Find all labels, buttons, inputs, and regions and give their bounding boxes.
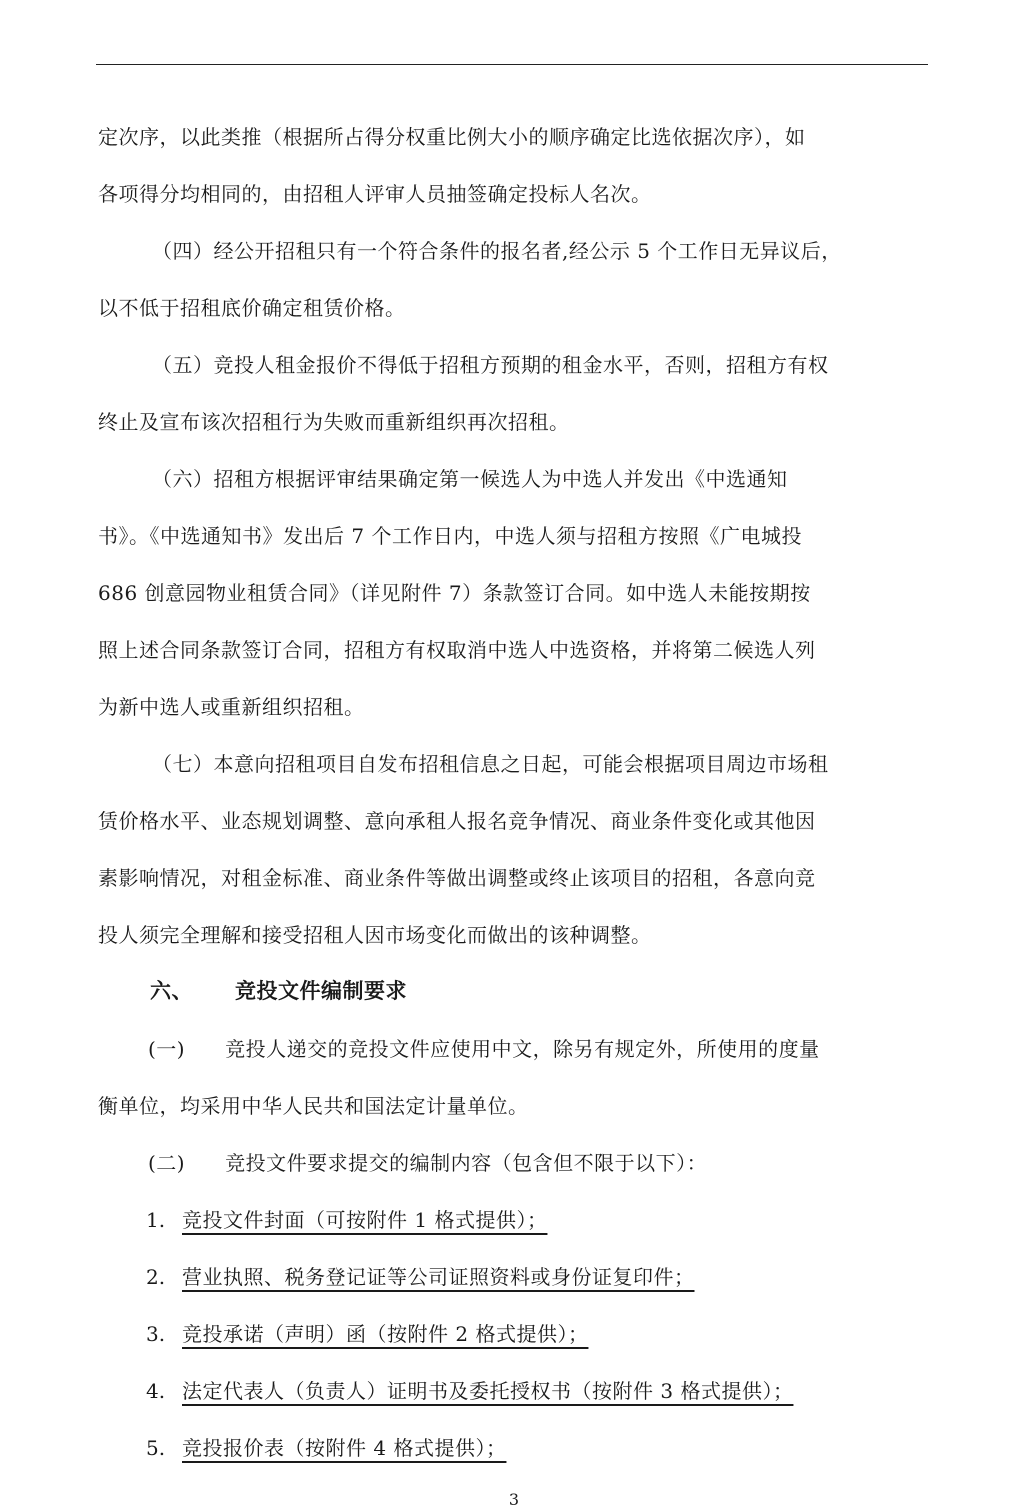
paragraph-line: （五）竞投人租金报价不得低于招租方预期的租金水平，否则，招租方有权 [152,353,829,377]
list-item [146,1377,793,1405]
paragraph-line: 各项得分均相同的，由招租人评审人员抽签确定投标人名次。 [98,182,652,206]
subsection-label: (一) [148,1037,186,1061]
page-number: 3 [508,1490,520,1509]
list-item-text: 竞投承诺（声明）函（按附件 2 格式提供）； [182,1322,589,1346]
list-item-text: 法定代表人（负责人）证明书及委托授权书（按附件 3 格式提供）； [182,1379,794,1403]
list-item-text: 竞投报价表（按附件 4 格式提供）； [182,1436,507,1460]
list-item-number: 5. [146,1436,166,1460]
list-item-number: 2. [146,1265,166,1289]
paragraph-line: （四）经公开招租只有一个符合条件的报名者,经公示 5 个工作日无异议后， [152,239,842,263]
paragraph-line: 定次序，以此类推（根据所占得分权重比例大小的顺序确定比选依据次序），如 [98,125,806,149]
list-item-number: 4. [146,1379,166,1403]
paragraph-line: 投人须完全理解和接受招租人因市场变化而做出的该种调整。 [98,923,652,947]
list-item [146,1320,588,1348]
section-number: 六、 [150,979,193,1003]
paragraph-line: 书》。《中选通知书》发出后 7 个工作日内，中选人须与招租方按照《广电城投 [98,524,802,548]
paragraph-line: 赁价格水平、业态规划调整、意向承租人报名竞争情况、商业条件变化或其他因 [98,809,816,833]
paragraph-line: 终止及宣布该次招租行为失败而重新组织再次招租。 [98,410,570,434]
list-item [146,1434,506,1462]
list-item-text: 竞投文件封面（可按附件 1 格式提供）； [182,1208,548,1232]
paragraph-line: 以不低于招租底价确定租赁价格。 [98,296,406,320]
list-item-number: 1. [146,1208,166,1232]
list-item-text: 营业执照、税务登记证等公司证照资料或身份证复印件； [182,1265,695,1289]
paragraph-line: 686 创意园物业租赁合同》（详见附件 7）条款签订合同。如中选人未能按期按 [98,581,811,605]
section-title: 竞投文件编制要求 [235,979,407,1003]
list-item [146,1263,695,1291]
paragraph-line: 衡单位，均采用中华人民共和国法定计量单位。 [98,1094,529,1118]
section-heading [150,977,407,1005]
paragraph-line: 素影响情况，对租金标准、商业条件等做出调整或终止该项目的招租，各意向竞 [98,866,816,890]
subsection-label: (二) [148,1151,186,1175]
subsection-line [148,1149,707,1177]
list-item [146,1206,547,1234]
paragraph-line: （七）本意向招租项目自发布招租信息之日起，可能会根据项目周边市场租 [152,752,829,776]
list-item-number: 3. [146,1322,166,1346]
subsection-line [148,1035,820,1063]
paragraph-line: （六）招租方根据评审结果确定第一候选人为中选人并发出《中选通知 [152,467,788,491]
header-rule [96,64,928,65]
subsection-text: 竞投文件要求提交的编制内容（包含但不限于以下）： [225,1151,708,1175]
paragraph-line: 照上述合同条款签订合同，招租方有权取消中选人中选资格，并将第二候选人列 [98,638,816,662]
paragraph-line: 为新中选人或重新组织招租。 [98,695,365,719]
subsection-text: 竞投人递交的竞投文件应使用中文，除另有规定外，所使用的度量 [225,1037,820,1061]
